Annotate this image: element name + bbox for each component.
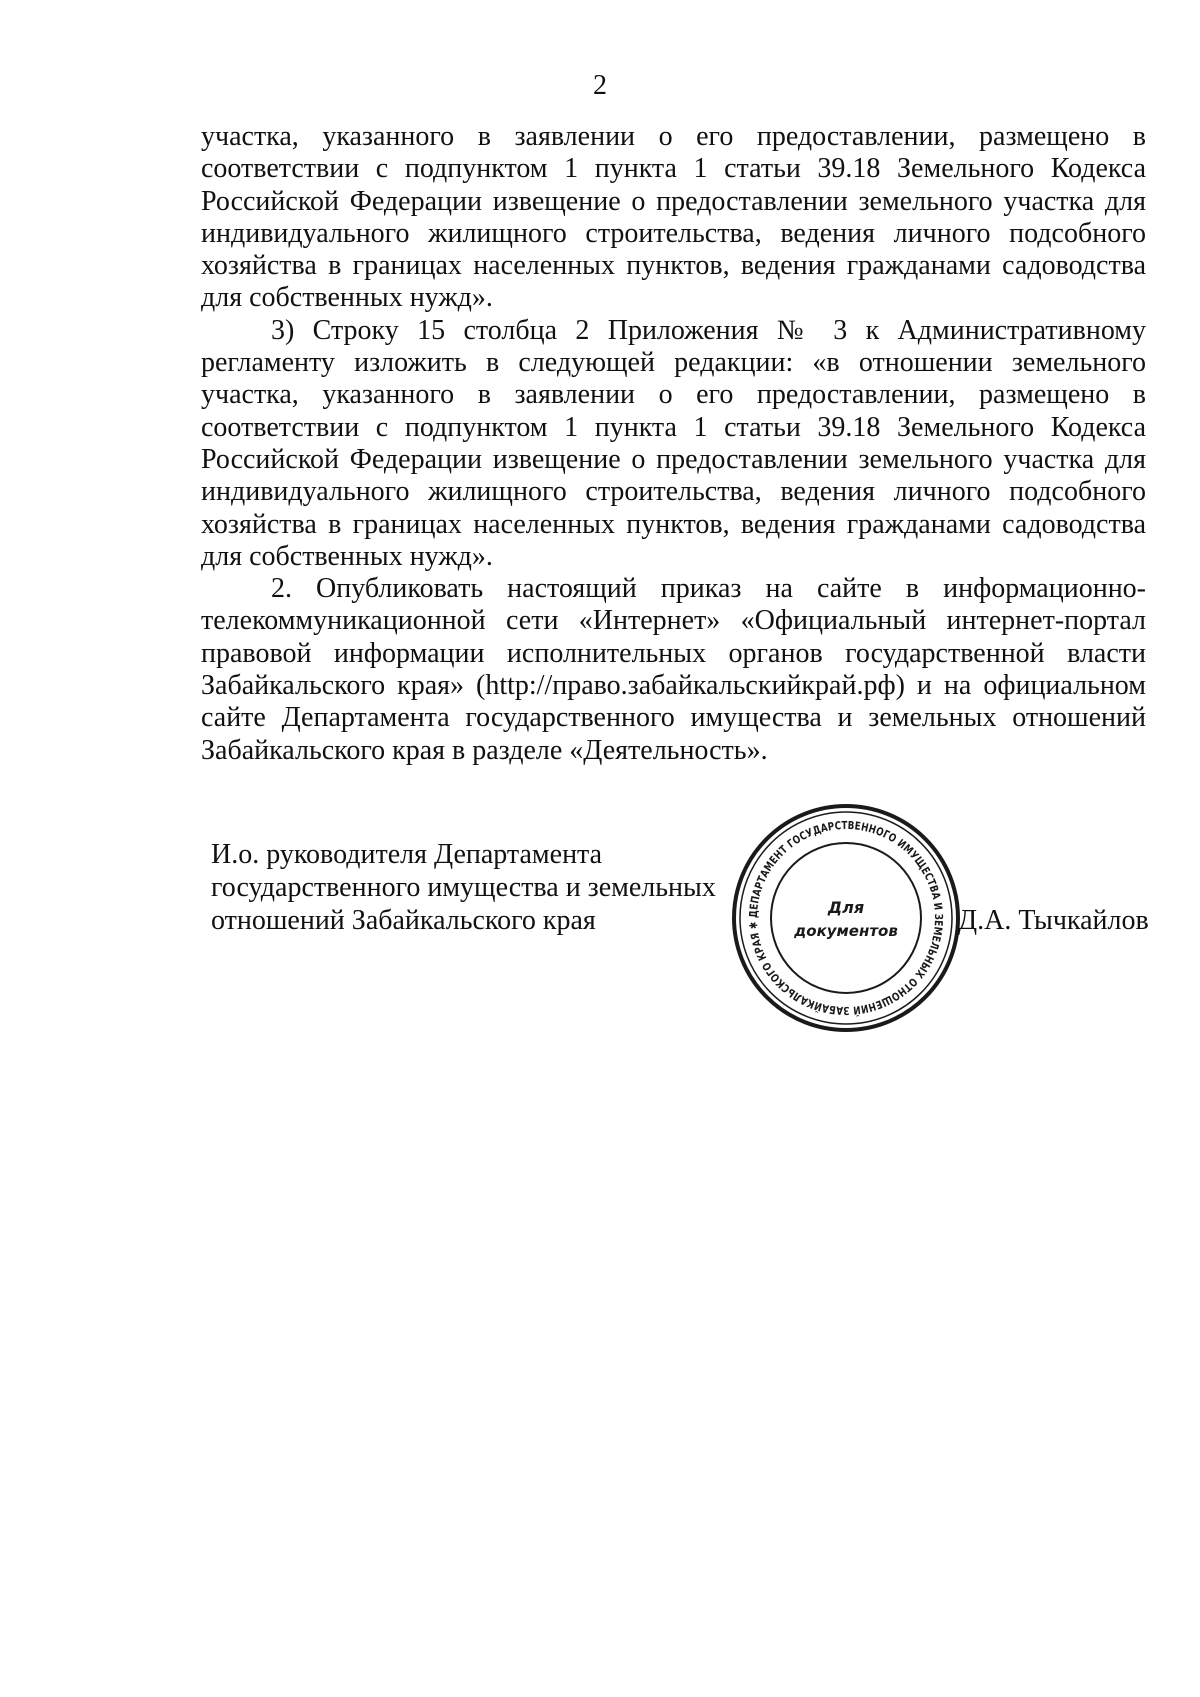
signatory-position-line: И.о. руководителя Департамента bbox=[211, 839, 603, 870]
official-seal bbox=[728, 800, 964, 1036]
seal-center-line-2: документов bbox=[794, 922, 898, 940]
document-body bbox=[201, 121, 1146, 767]
seal-outer-ring bbox=[734, 806, 958, 1030]
seal-inner-ring bbox=[771, 843, 921, 993]
signatory-position-line: государственного имущества и земельных bbox=[211, 872, 716, 903]
signatory-name: Д.А. Тычкайлов bbox=[958, 905, 1149, 936]
seal-ring-text: ДЕПАРТАМЕНТ ГОСУДАРСТВЕННОГО ИМУЩЕСТВА И ЗЕМЕЛЬНЫХ ОТНОШЕНИЙ ЗАБАЙКАЛЬСКОГО КРАЯ ✱ bbox=[746, 818, 946, 1018]
paragraph-item-2-publish: 2. Опубликовать настоящий приказ на сайте в информационно-телекоммуникационной сети «Интернет» «Официальный интернет-портал правовой информации исполнительных органов государственной власти Забайкальского края» (http://право.забайкальскийкрай.рф) и на официальном сайте Департамента государственного имущества и земельных отношений Забайкальского края в разделе «Деятельность». bbox=[201, 573, 1146, 766]
seal-center-line-1: Для bbox=[827, 898, 865, 917]
signatory-position bbox=[211, 838, 716, 937]
signatory-position-line: отношений Забайкальского края bbox=[211, 905, 596, 936]
paragraph-item-3: 3) Строку 15 столбца 2 Приложения № 3 к Административному регламенту изложить в следующей редакции: «в отношении земельного участка, указанного в заявлении о его предоставлении, размещено в соответствии с подпунктом 1 пункта 1 статьи 39.18 Земельного Кодекса Российской Федерации извещение о предоставлении земельного участка для индивидуального жилищного строительства, ведения личного подсобного хозяйства в границах населенных пунктов, ведения гражданами садоводства для собственных нужд». bbox=[201, 314, 1146, 572]
paragraph-continuation: участка, указанного в заявлении о его предоставлении, размещено в соответствии с подпунктом 1 пункта 1 статьи 39.18 Земельного Кодекса Российской Федерации извещение о предоставлении земельного участка для индивидуального жилищного строительства, ведения личного подсобного хозяйства в границах населенных пунктов, ведения гражданами садоводства для собственных нужд». bbox=[201, 121, 1146, 314]
page-number: 2 bbox=[593, 70, 607, 101]
seal-graphic bbox=[728, 800, 964, 1036]
